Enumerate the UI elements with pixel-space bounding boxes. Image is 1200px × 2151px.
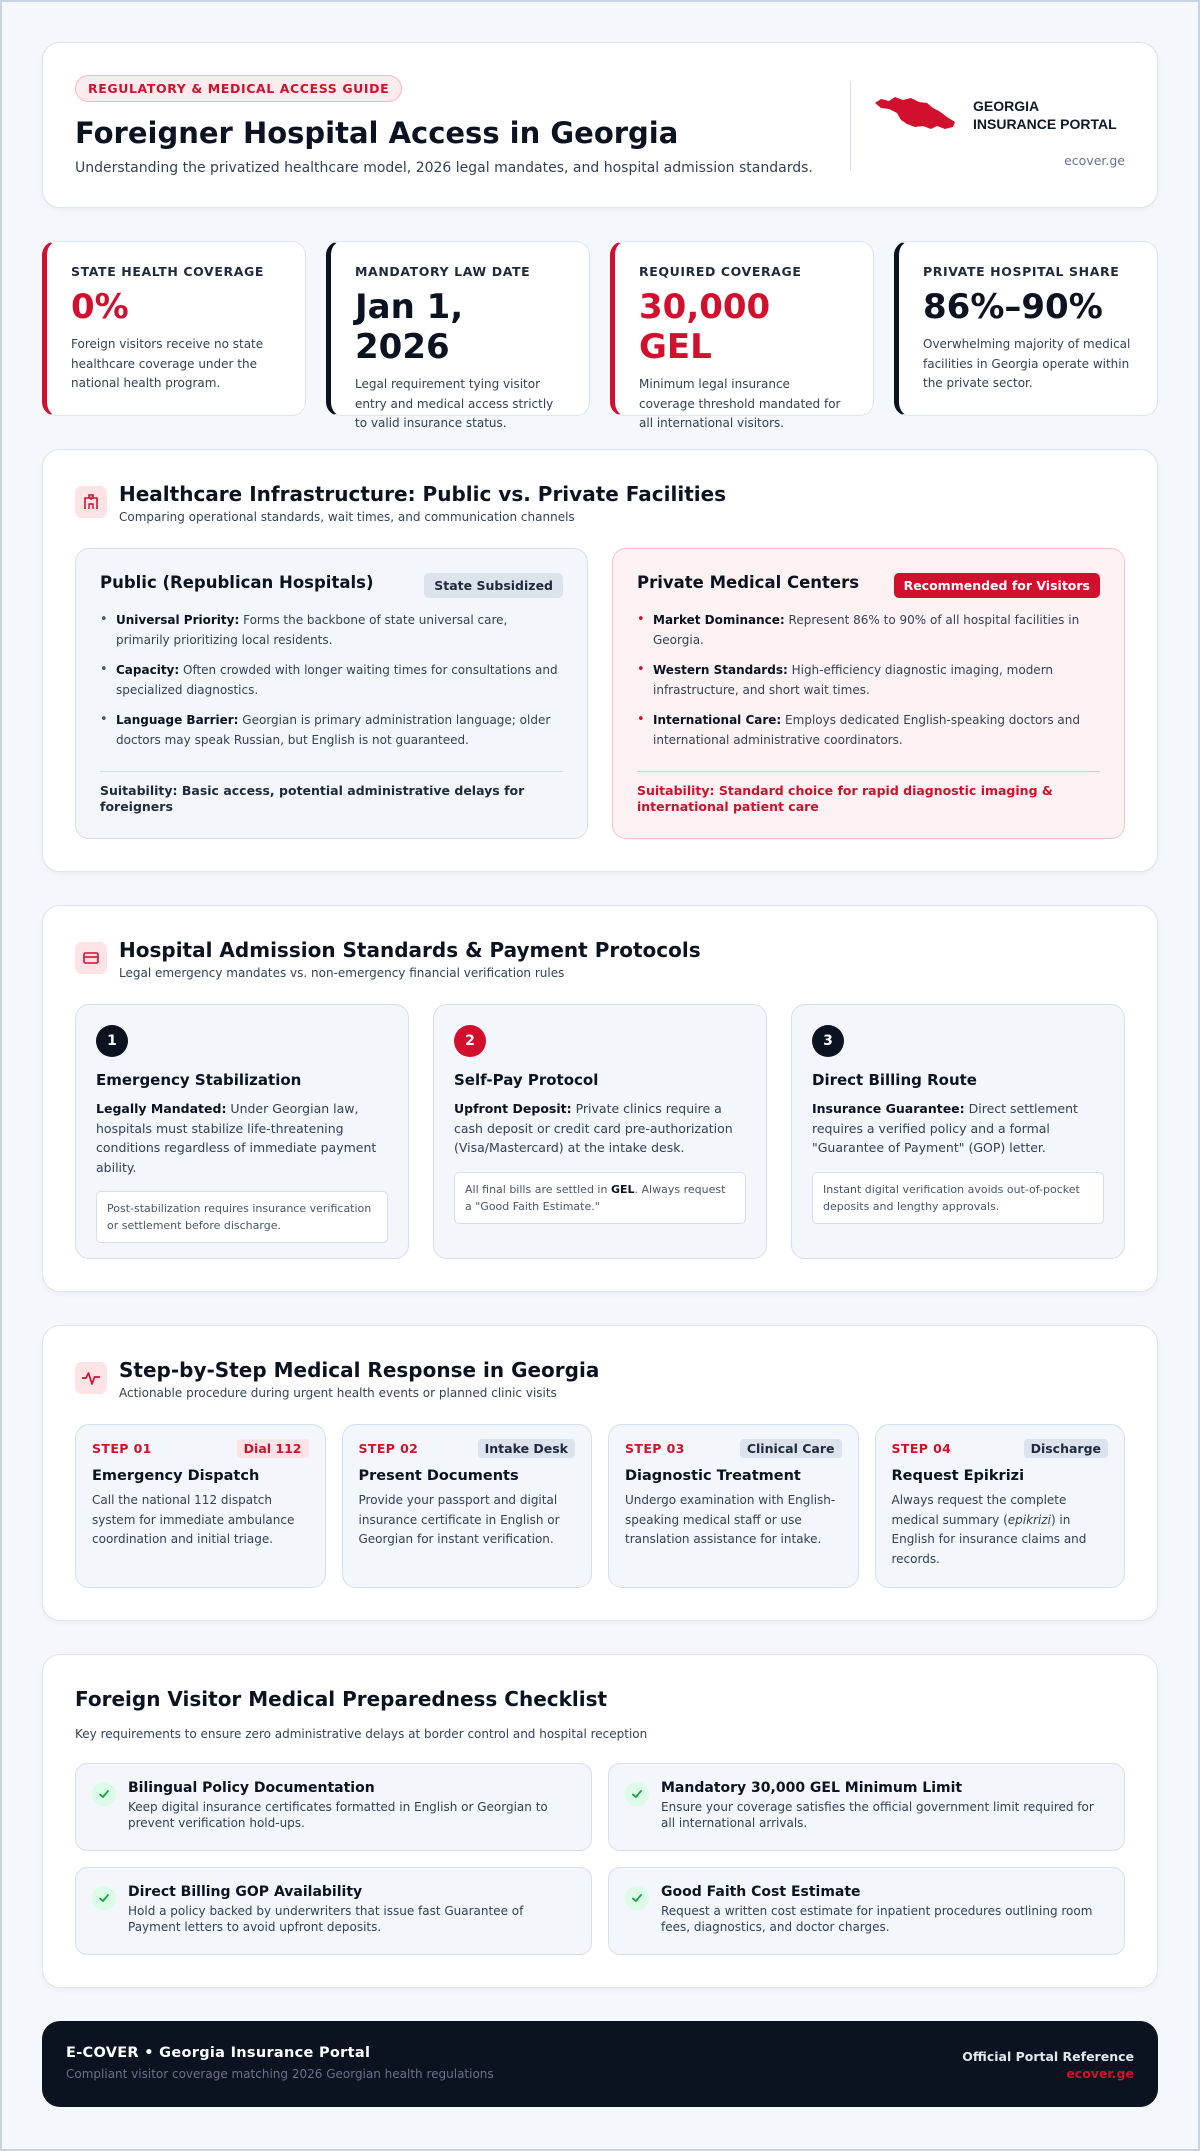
step-label: STEP 01	[92, 1441, 152, 1456]
stat-value: 86%–90%	[923, 287, 1103, 327]
list-item: • Universal Priority: Forms the backbone of state universal care, primarily prioritizing local residents.	[100, 610, 563, 650]
divider	[100, 771, 563, 772]
checklist-section	[42, 1654, 1158, 1988]
step-card	[875, 1424, 1126, 1588]
list-item: • Language Barrier: Georgian is primary administration language; older doctors may speak Russian, but English is not guaranteed.	[100, 710, 563, 750]
step-desc: Call the national 112 dispatch system for immediate ambulance coordination and initial triage.	[92, 1493, 295, 1546]
check-icon	[92, 1782, 116, 1806]
stat-desc: Minimum legal insurance coverage threshold mandated for all international visitors.	[639, 377, 841, 430]
header-divider	[850, 81, 851, 171]
stat-label: REQUIRED COVERAGE	[639, 264, 802, 279]
admission-card	[433, 1004, 767, 1259]
admission-note: All final bills are settled in GEL. Always request a "Good Faith Estimate."	[454, 1172, 746, 1224]
stats-row	[42, 241, 1158, 430]
brand-line-1: GEORGIA	[973, 98, 1040, 114]
brand-logo[interactable]	[873, 89, 1123, 139]
stat-card	[326, 241, 590, 430]
admission-card	[791, 1004, 1125, 1259]
facility-suitability: Suitability: Standard choice for rapid diagnostic imaging & international patient care	[637, 783, 1053, 814]
footer-title: E-COVER • Georgia Insurance Portal	[66, 2045, 371, 2061]
checklist-item-desc: Request a written cost estimate for inpatient procedures outlining room fees, diagnostics, and doctor charges.	[661, 1904, 1093, 1934]
pulse-icon	[75, 1362, 107, 1394]
section-title: Hospital Admission Standards & Payment Protocols	[119, 938, 701, 962]
admission-card	[75, 1004, 409, 1259]
divider	[637, 771, 1100, 772]
stat-value: 0%	[71, 287, 129, 327]
brand-name	[973, 97, 1117, 133]
list-item: • Capacity: Often crowded with longer waiting times for consultations and specialized diagnostics.	[100, 660, 563, 700]
checklist-item-title: Mandatory 30,000 GEL Minimum Limit	[661, 1780, 963, 1796]
list-item: • International Care: Employs dedicated English-speaking doctors and international administrative coordinators.	[637, 710, 1100, 750]
facility-title: Public (Republican Hospitals)	[100, 573, 374, 592]
checklist-item	[75, 1867, 592, 1955]
admission-note: Post-stabilization requires insurance verification or settlement before discharge.	[96, 1191, 388, 1243]
step-title: Request Epikrizi	[891, 1468, 1025, 1484]
brand-url[interactable]: ecover.ge	[1064, 153, 1125, 168]
admission-note: Instant digital verification avoids out-of-pocket deposits and lengthy approvals.	[812, 1172, 1104, 1224]
section-title: Healthcare Infrastructure: Public vs. Private Facilities	[119, 482, 727, 506]
facility-title: Private Medical Centers	[637, 573, 860, 592]
stat-value: Jan 1, 2026	[355, 287, 464, 367]
section-subtitle: Actionable procedure during urgent health events or planned clinic visits	[119, 1386, 557, 1400]
facilities-row	[75, 548, 1125, 839]
recommended-badge: Recommended for Visitors	[894, 573, 1100, 598]
step-card	[342, 1424, 593, 1588]
section-subtitle: Legal emergency mandates vs. non-emergency financial verification rules	[119, 966, 565, 980]
list-item: • Western Standards: High-efficiency diagnostic imaging, modern infrastructure, and short wait times.	[637, 660, 1100, 700]
page-title: Foreigner Hospital Access in Georgia	[75, 116, 679, 150]
checklist-grid	[75, 1763, 1125, 1955]
admission-section	[42, 905, 1158, 1292]
step-card	[608, 1424, 859, 1588]
admission-cards-row	[75, 1004, 1125, 1259]
step-label: STEP 04	[891, 1441, 952, 1456]
checklist-item-desc: Hold a policy backed by underwriters that issue fast Guarantee of Payment letters to avoid upfront deposits.	[128, 1904, 524, 1934]
admission-desc: Upfront Deposit: Private clinics require a cash deposit or credit card pre-authorization (Visa/Mastercard) at the intake desk.	[454, 1101, 733, 1155]
section-subtitle: Comparing operational standards, wait times, and communication channels	[119, 510, 575, 524]
checklist-item	[75, 1763, 592, 1851]
admission-desc: Insurance Guarantee: Direct settlement requires a verified policy and a formal "Guarantee of Payment" (GOP) letter.	[812, 1101, 1078, 1155]
stat-desc: Legal requirement tying visitor entry and medical access strictly to valid insurance status.	[355, 377, 554, 430]
check-icon	[625, 1782, 649, 1806]
public-facilities-card	[75, 548, 588, 839]
private-facilities-card	[612, 548, 1125, 839]
checklist-item-title: Good Faith Cost Estimate	[661, 1884, 861, 1900]
footer-reference	[962, 2049, 1134, 2081]
checklist-item	[608, 1763, 1125, 1851]
footer-subtitle: Compliant visitor coverage matching 2026 Georgian health regulations	[66, 2067, 494, 2081]
footer	[42, 2021, 1158, 2107]
infrastructure-section	[42, 449, 1158, 872]
step-tag: Clinical Care	[740, 1439, 842, 1458]
check-icon	[92, 1886, 116, 1910]
facility-list	[637, 610, 1100, 750]
admission-title: Emergency Stabilization	[96, 1071, 302, 1089]
page	[42, 42, 1158, 2107]
step-number-badge: 2	[454, 1025, 486, 1057]
step-title: Diagnostic Treatment	[625, 1468, 801, 1484]
checklist-item-title: Direct Billing GOP Availability	[128, 1884, 363, 1900]
section-header	[75, 1358, 1125, 1402]
step-desc: Undergo examination with English-speaking medical staff or use translation assistance for intake.	[625, 1493, 836, 1546]
stat-card	[42, 241, 306, 416]
stat-card	[894, 241, 1158, 416]
checklist-title: Foreign Visitor Medical Preparedness Checklist	[75, 1687, 608, 1711]
step-title: Emergency Dispatch	[92, 1468, 260, 1484]
section-header	[75, 482, 1125, 526]
check-icon	[625, 1886, 649, 1910]
stat-value: 30,000 GEL	[639, 287, 771, 367]
step-title: Present Documents	[358, 1468, 519, 1484]
step-label: STEP 03	[625, 1441, 685, 1456]
georgia-map-icon	[873, 89, 957, 133]
footer-ref-label: Official Portal Reference	[962, 2049, 1134, 2064]
stat-label: PRIVATE HOSPITAL SHARE	[923, 264, 1120, 279]
admission-desc: Legally Mandated: Under Georgian law, hospitals must stabilize life-threatening conditions regardless of immediate payment ability.	[96, 1101, 377, 1175]
checklist-subtitle: Key requirements to ensure zero administrative delays at border control and hospital reception	[75, 1727, 648, 1741]
admission-title: Self-Pay Protocol	[454, 1071, 599, 1089]
facility-badge: State Subsidized	[424, 573, 563, 598]
steps-row	[75, 1424, 1125, 1588]
guide-tag: REGULATORY & MEDICAL ACCESS GUIDE	[75, 75, 402, 102]
checklist-item-desc: Ensure your coverage satisfies the official government limit required for all international arrivals.	[661, 1800, 1094, 1830]
facility-list	[100, 610, 563, 750]
stat-desc: Overwhelming majority of medical facilities in Georgia operate within the private sector.	[923, 337, 1131, 390]
response-section	[42, 1325, 1158, 1621]
facility-suitability: Suitability: Basic access, potential administrative delays for foreigners	[100, 783, 525, 814]
step-card	[75, 1424, 326, 1588]
page-subtitle: Understanding the privatized healthcare model, 2026 legal mandates, and hospital admission standards.	[75, 160, 813, 176]
header-card	[42, 42, 1158, 208]
checklist-item-desc: Keep digital insurance certificates formatted in English or Georgian to prevent verification hold-ups.	[128, 1800, 548, 1830]
section-title: Step-by-Step Medical Response in Georgia	[119, 1358, 600, 1382]
hospital-icon	[75, 486, 107, 518]
admission-title: Direct Billing Route	[812, 1071, 977, 1089]
checklist-item	[608, 1867, 1125, 1955]
step-label: STEP 02	[358, 1441, 419, 1456]
step-number-badge: 1	[96, 1025, 128, 1057]
stat-card	[610, 241, 874, 430]
step-desc: Provide your passport and digital insurance certificate in English or Georgian for instant verification.	[358, 1493, 560, 1546]
stat-label: STATE HEALTH COVERAGE	[71, 264, 264, 279]
stat-desc: Foreign visitors receive no state healthcare coverage under the national health program.	[71, 337, 264, 390]
brand-line-2: INSURANCE PORTAL	[973, 116, 1117, 132]
checklist-item-title: Bilingual Policy Documentation	[128, 1780, 375, 1796]
step-desc: Always request the complete medical summary (epikrizi) in English for insurance claims and records.	[891, 1493, 1087, 1566]
step-tag: Intake Desk	[478, 1439, 575, 1458]
credit-card-icon	[75, 942, 107, 974]
footer-url-link[interactable]: ecover.ge	[1066, 2066, 1134, 2081]
step-number-badge: 3	[812, 1025, 844, 1057]
section-header	[75, 938, 1125, 982]
step-tag: Discharge	[1024, 1439, 1108, 1458]
list-item: • Market Dominance: Represent 86% to 90% of all hospital facilities in Georgia.	[637, 610, 1100, 650]
stat-label: MANDATORY LAW DATE	[355, 264, 531, 279]
step-tag: Dial 112	[237, 1439, 309, 1458]
